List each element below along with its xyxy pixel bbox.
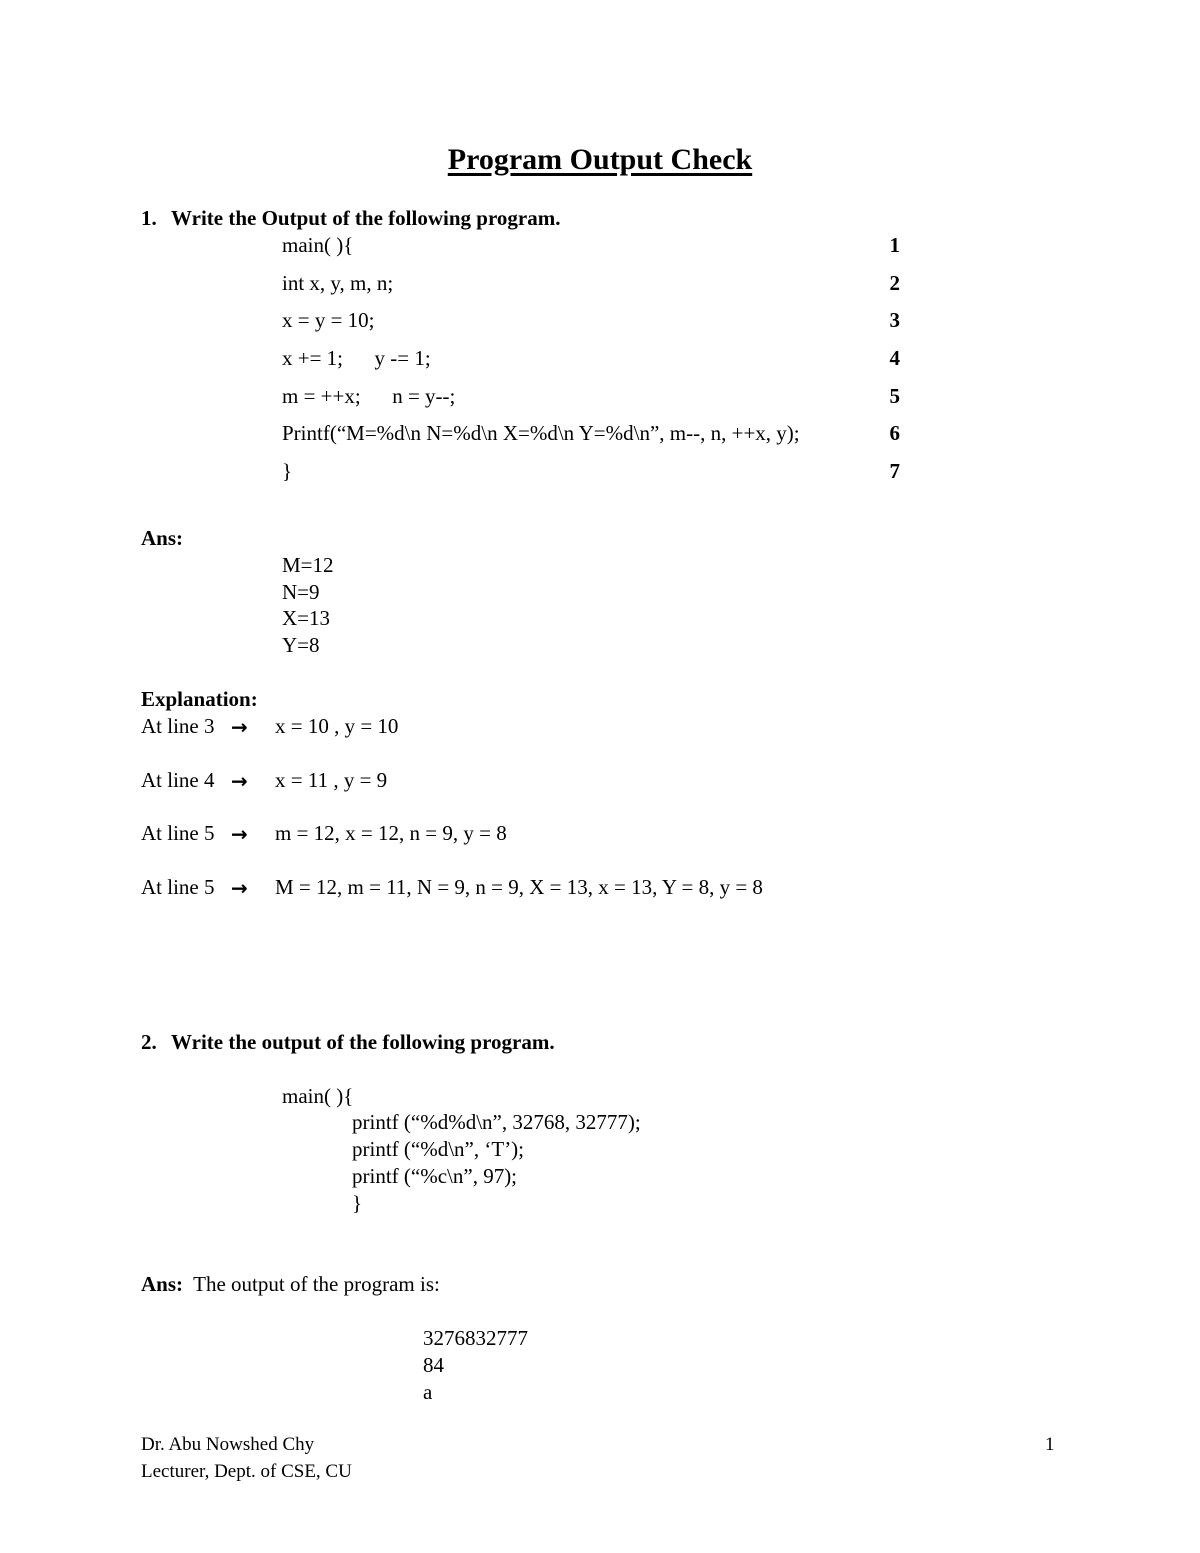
page-number: 1 xyxy=(1045,1434,1055,1455)
explanation-label: Explanation: xyxy=(141,687,258,711)
answer-line: X=13 xyxy=(282,606,331,630)
code-line: int x, y, m, n; xyxy=(282,271,394,295)
arrow-right-icon: → xyxy=(231,769,248,793)
question-number: 1. xyxy=(141,206,157,230)
footer-role: Lecturer, Dept. of CSE, CU xyxy=(141,1461,352,1482)
code-line: x = y = 10; xyxy=(282,308,375,332)
arrow-right-icon: → xyxy=(231,876,248,900)
code-line: printf (“%d%d\n”, 32768, 32777); xyxy=(352,1110,641,1134)
code-line: x += 1; y -= 1; xyxy=(282,346,431,370)
line-number: 2 xyxy=(889,271,900,295)
code-line: Printf(“M=%d\n N=%d\n X=%d\n Y=%d\n”, m--, n, ++x, y); xyxy=(282,421,800,445)
line-number: 4 xyxy=(889,346,900,370)
code-line: printf (“%c\n”, 97); xyxy=(352,1164,518,1188)
explanation-line-label: At line 4 xyxy=(141,768,215,792)
answer-label: Ans: xyxy=(141,1272,184,1296)
output-line: 84 xyxy=(423,1353,444,1377)
question-1-heading xyxy=(141,208,560,229)
explanation-detail: M = 12, m = 11, N = 9, n = 9, X = 13, x = 13, Y = 8, y = 8 xyxy=(275,875,763,899)
arrow-right-icon: → xyxy=(231,822,248,846)
explanation-line-label: At line 3 xyxy=(141,714,215,738)
page-title: Program Output Check xyxy=(447,143,753,176)
line-number: 1 xyxy=(889,233,900,257)
question-2-heading xyxy=(141,1032,555,1053)
line-number: 7 xyxy=(889,459,900,483)
line-number: 6 xyxy=(889,421,900,445)
output-line: 3276832777 xyxy=(423,1326,528,1350)
answer-text: The output of the program is: xyxy=(193,1272,440,1296)
explanation-detail: x = 11 , y = 9 xyxy=(275,768,388,792)
question-text: Write the output of the following program. xyxy=(171,1030,555,1054)
code-line: main( ){ xyxy=(282,1084,354,1108)
code-line: printf (“%d\n”, ‘T’); xyxy=(352,1137,525,1161)
answer-row xyxy=(141,1274,440,1295)
arrow-right-icon: → xyxy=(231,715,248,739)
line-number: 3 xyxy=(889,308,900,332)
question-number: 2. xyxy=(141,1030,157,1054)
footer-author: Dr. Abu Nowshed Chy xyxy=(141,1434,315,1455)
code-line: } xyxy=(352,1191,363,1215)
line-number: 5 xyxy=(889,384,900,408)
answer-line: Y=8 xyxy=(282,633,320,657)
output-line: a xyxy=(423,1380,433,1404)
question-text: Write the Output of the following program. xyxy=(171,206,561,230)
answer-label: Ans: xyxy=(141,526,184,550)
code-line: m = ++x; n = y--; xyxy=(282,384,456,408)
answer-line: N=9 xyxy=(282,580,320,604)
explanation-line-label: At line 5 xyxy=(141,875,215,899)
explanation-detail: m = 12, x = 12, n = 9, y = 8 xyxy=(275,821,507,845)
answer-line: M=12 xyxy=(282,553,334,577)
code-line: main( ){ xyxy=(282,233,354,257)
explanation-detail: x = 10 , y = 10 xyxy=(275,714,399,738)
explanation-line-label: At line 5 xyxy=(141,821,215,845)
code-line: } xyxy=(282,459,293,483)
